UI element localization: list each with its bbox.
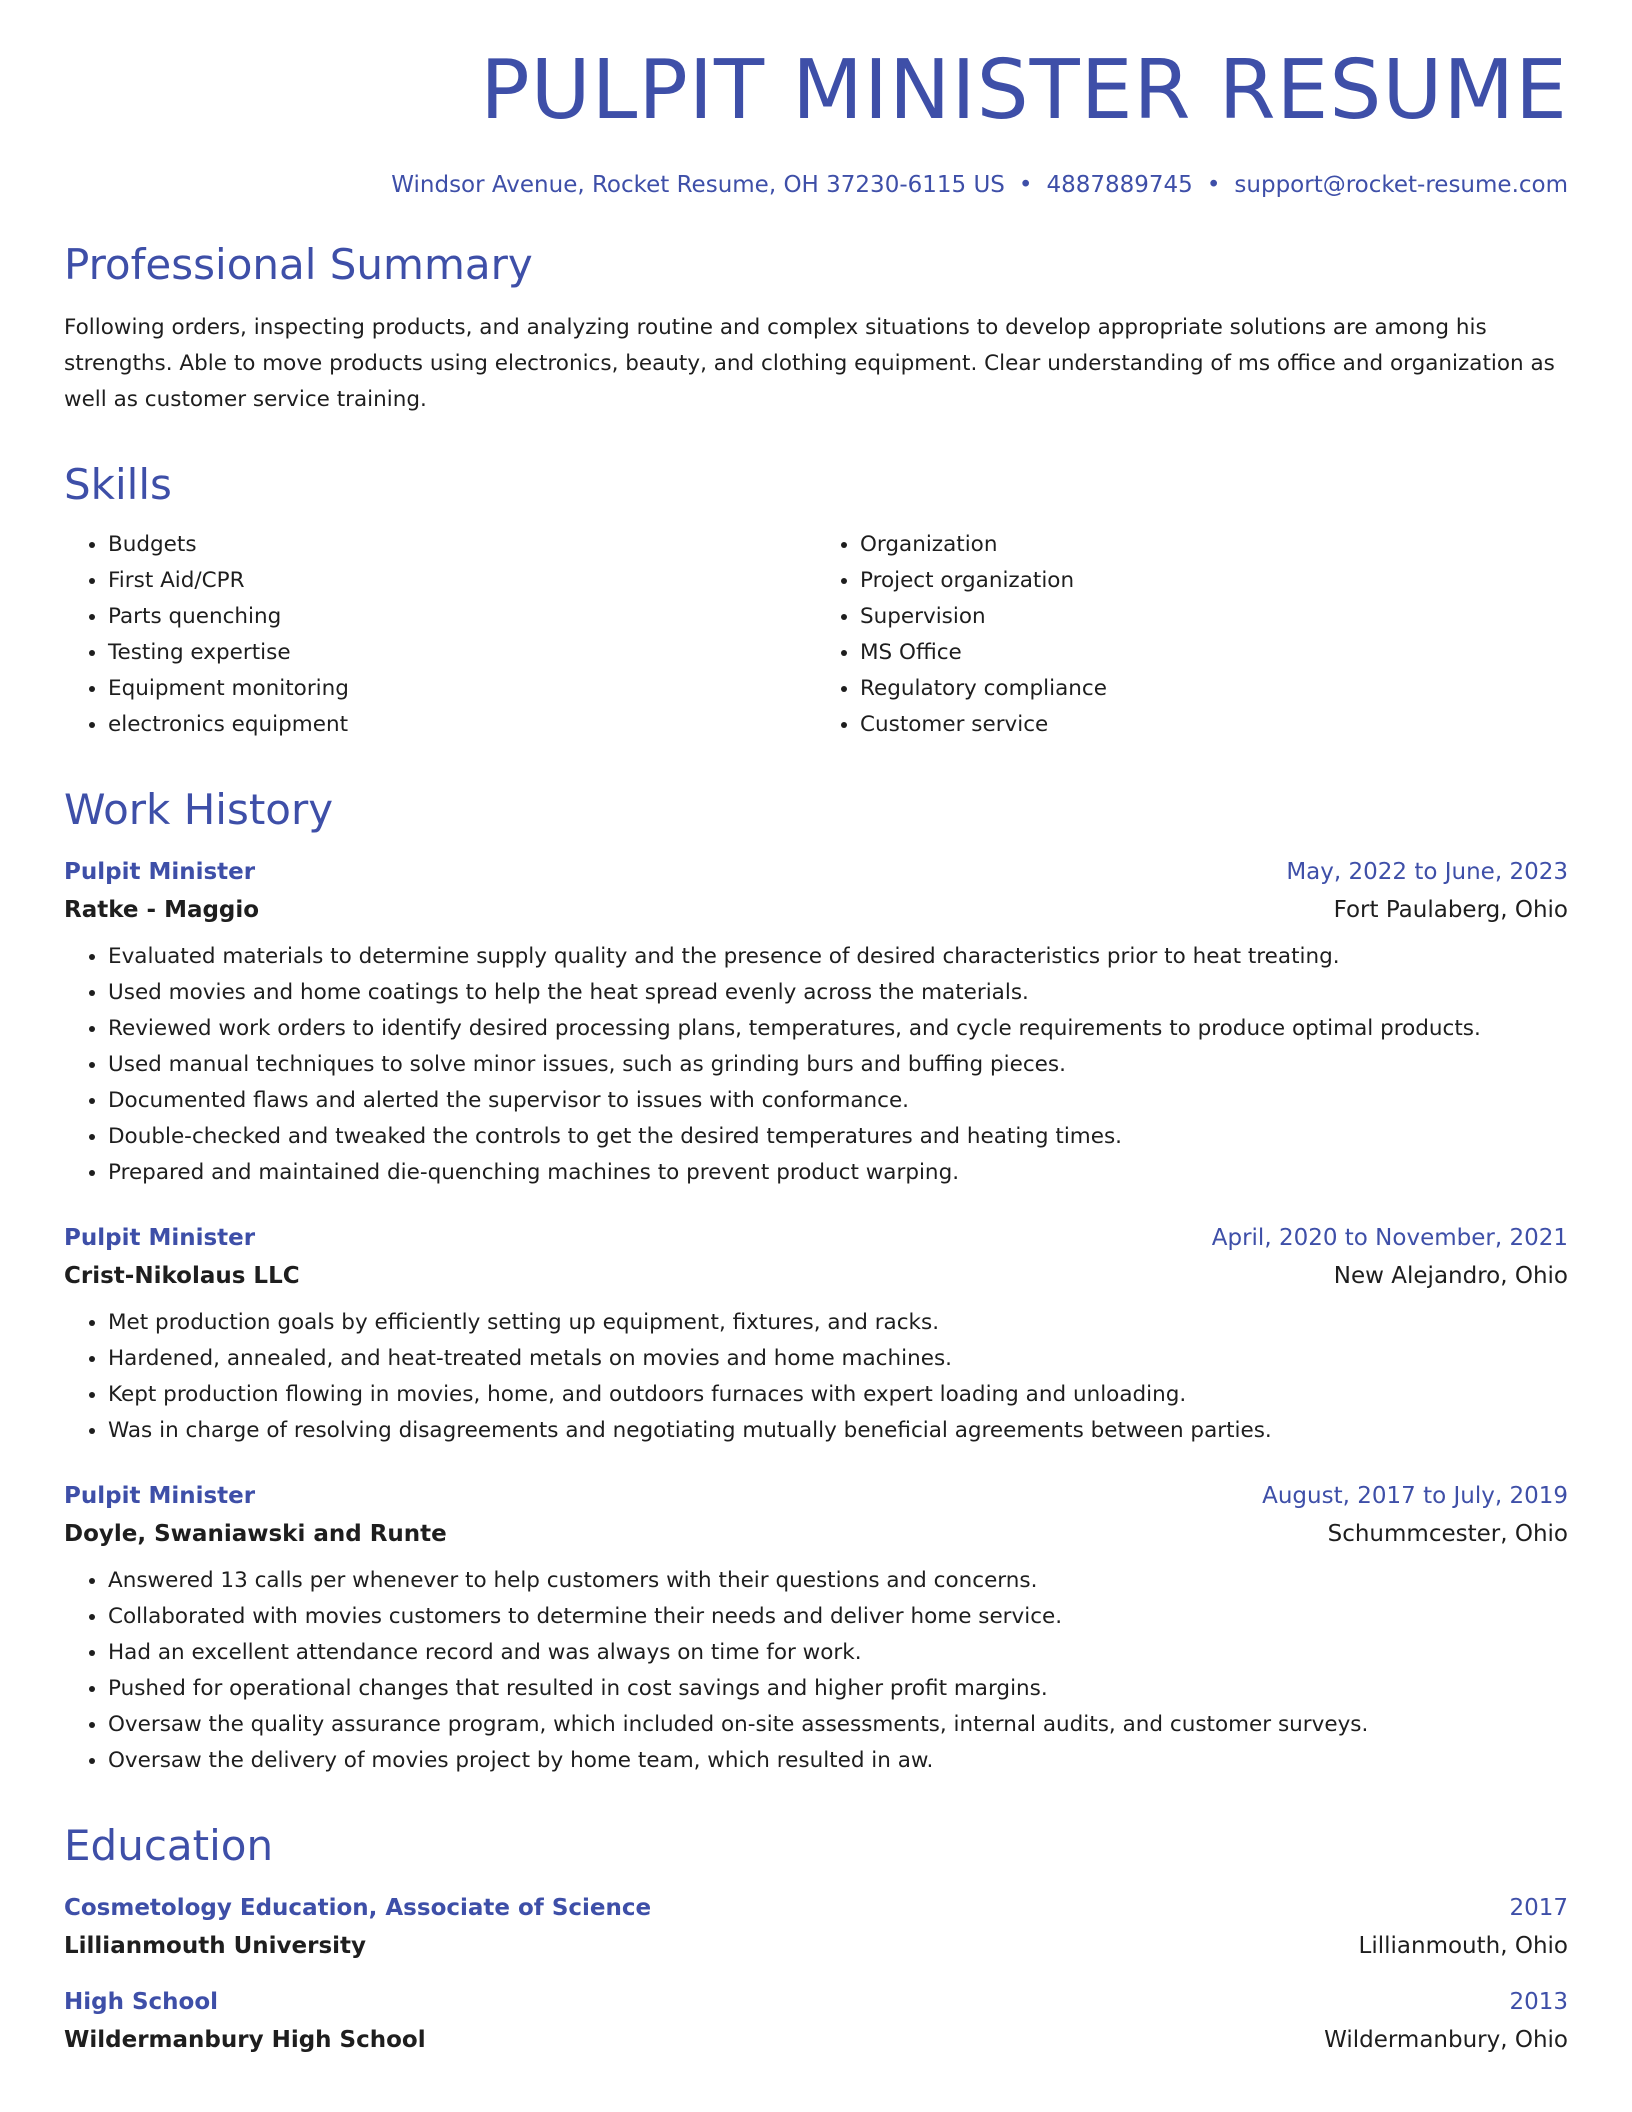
education-entry [64, 1895, 1568, 1959]
job-bullet: • Used movies and home coatings to help the heat spread evenly across the materials. [108, 975, 1568, 1011]
job-location: New Alejandro, Ohio [1333, 1262, 1568, 1289]
job-bullet: • Collaborated with movies customers to determine their needs and deliver home service. [108, 1599, 1568, 1635]
skill-item: • Customer service [860, 707, 1568, 743]
skills-list-left [64, 527, 816, 743]
education-year: 2013 [1509, 1988, 1568, 2015]
education-school-row [64, 1933, 1568, 1959]
work-history-heading: Work History [64, 784, 334, 834]
skill-item: • Budgets [108, 527, 816, 563]
education-year: 2017 [1509, 1894, 1568, 1921]
education-entry [64, 1989, 1568, 2053]
job-bullet: • Met production goals by efficiently setting up equipment, fixtures, and racks. [108, 1305, 1568, 1341]
skill-item: • Organization [860, 527, 1568, 563]
job-bullet: • Had an excellent attendance record and was always on time for work. [108, 1635, 1568, 1671]
job-dates: August, 2017 to July, 2019 [1262, 1482, 1568, 1509]
skill-item: • Parts quenching [108, 599, 816, 635]
education-degree: Cosmetology Education, Associate of Science [64, 1894, 652, 1921]
job-bullets [64, 1563, 1568, 1779]
summary-section [64, 242, 1568, 418]
skill-item: • Testing expertise [108, 635, 816, 671]
education-degree: High School [64, 1988, 219, 2015]
skill-item: • electronics equipment [108, 707, 816, 743]
contact-separator: • [1206, 172, 1221, 199]
job-bullets [64, 1305, 1568, 1449]
job-company-row [64, 897, 1568, 923]
summary-heading: Professional Summary [64, 240, 533, 290]
education-school-row [64, 2027, 1568, 2053]
job-company: Ratke - Maggio [64, 896, 260, 923]
education-section [64, 1820, 1568, 2053]
education-school: Wildermanbury High School [64, 2026, 426, 2053]
job-bullet: • Hardened, annealed, and heat-treated metals on movies and home machines. [108, 1341, 1568, 1377]
job-bullet: • Evaluated materials to determine supply quality and the presence of desired characteristics prior to heat treating. [108, 939, 1568, 975]
job-entry [64, 1225, 1568, 1449]
job-bullet: • Was in charge of resolving disagreements and negotiating mutually beneficial agreements between parties. [108, 1413, 1568, 1449]
skill-item: • Regulatory compliance [860, 671, 1568, 707]
work-history-section [64, 784, 1568, 1779]
job-bullet: • Documented flaws and alerted the supervisor to issues with conformance. [108, 1083, 1568, 1119]
job-title-row [64, 1483, 1568, 1509]
education-location: Wildermanbury, Ohio [1324, 2026, 1568, 2053]
resume-header [64, 43, 1568, 199]
contact-line [64, 172, 1568, 198]
job-company-row [64, 1263, 1568, 1289]
contact-address: Windsor Avenue, Rocket Resume, OH 37230-6115 US [391, 172, 1005, 199]
job-bullet: • Oversaw the quality assurance program, which included on-site assessments, internal audits, and customer surveys. [108, 1707, 1568, 1743]
skills-section [64, 462, 1568, 742]
skills-columns [64, 527, 1568, 743]
job-bullet: • Oversaw the delivery of movies project by home team, which resulted in aw. [108, 1743, 1568, 1779]
job-bullet: • Prepared and maintained die-quenching machines to prevent product warping. [108, 1155, 1568, 1191]
skill-item: • First Aid/CPR [108, 563, 816, 599]
job-company: Crist-Nikolaus LLC [64, 1262, 300, 1289]
contact-phone: 4887889745 [1046, 172, 1193, 199]
job-bullet: • Pushed for operational changes that resulted in cost savings and higher profit margins. [108, 1671, 1568, 1707]
job-title: Pulpit Minister [64, 1224, 256, 1251]
job-title-row [64, 859, 1568, 885]
job-bullet: • Double-checked and tweaked the controls to get the desired temperatures and heating times. [108, 1119, 1568, 1155]
summary-text: Following orders, inspecting products, and analyzing routine and complex situations to develop appropriate solutions are among his strengths. Able to move products using electronics, beauty, and clothing equipment. Clear understanding of ms office and organization as well as customer service training. [64, 315, 1555, 413]
skill-item: • Supervision [860, 599, 1568, 635]
skills-list-right [816, 527, 1568, 743]
skills-heading: Skills [64, 460, 172, 510]
job-bullets [64, 939, 1568, 1191]
job-location: Fort Paulaberg, Ohio [1333, 896, 1568, 923]
skill-item: • MS Office [860, 635, 1568, 671]
job-bullet: • Reviewed work orders to identify desired processing plans, temperatures, and cycle requirements to produce optimal products. [108, 1011, 1568, 1047]
education-degree-row [64, 1989, 1568, 2015]
resume-title: PULPIT MINISTER RESUME [480, 43, 1568, 138]
job-title: Pulpit Minister [64, 1482, 256, 1509]
contact-separator: • [1018, 172, 1033, 199]
job-entry [64, 1483, 1568, 1779]
job-bullet: • Kept production flowing in movies, home, and outdoors furnaces with expert loading and unloading. [108, 1377, 1568, 1413]
job-company-row [64, 1521, 1568, 1547]
education-school: Lillianmouth University [64, 1932, 367, 1959]
job-company: Doyle, Swaniawski and Runte [64, 1520, 447, 1547]
skill-item: • Equipment monitoring [108, 671, 816, 707]
job-entry [64, 859, 1568, 1191]
job-dates: May, 2022 to June, 2023 [1286, 858, 1568, 885]
job-location: Schummcester, Ohio [1327, 1520, 1568, 1547]
job-dates: April, 2020 to November, 2021 [1211, 1224, 1568, 1251]
skill-item: • Project organization [860, 563, 1568, 599]
job-title-row [64, 1225, 1568, 1251]
job-title: Pulpit Minister [64, 858, 256, 885]
job-bullet: • Answered 13 calls per whenever to help customers with their questions and concerns. [108, 1563, 1568, 1599]
education-location: Lillianmouth, Ohio [1358, 1932, 1568, 1959]
education-heading: Education [64, 1820, 274, 1870]
education-degree-row [64, 1895, 1568, 1921]
job-bullet: • Used manual techniques to solve minor issues, such as grinding burs and buffing pieces. [108, 1047, 1568, 1083]
contact-email: support@rocket-resume.com [1234, 172, 1568, 199]
